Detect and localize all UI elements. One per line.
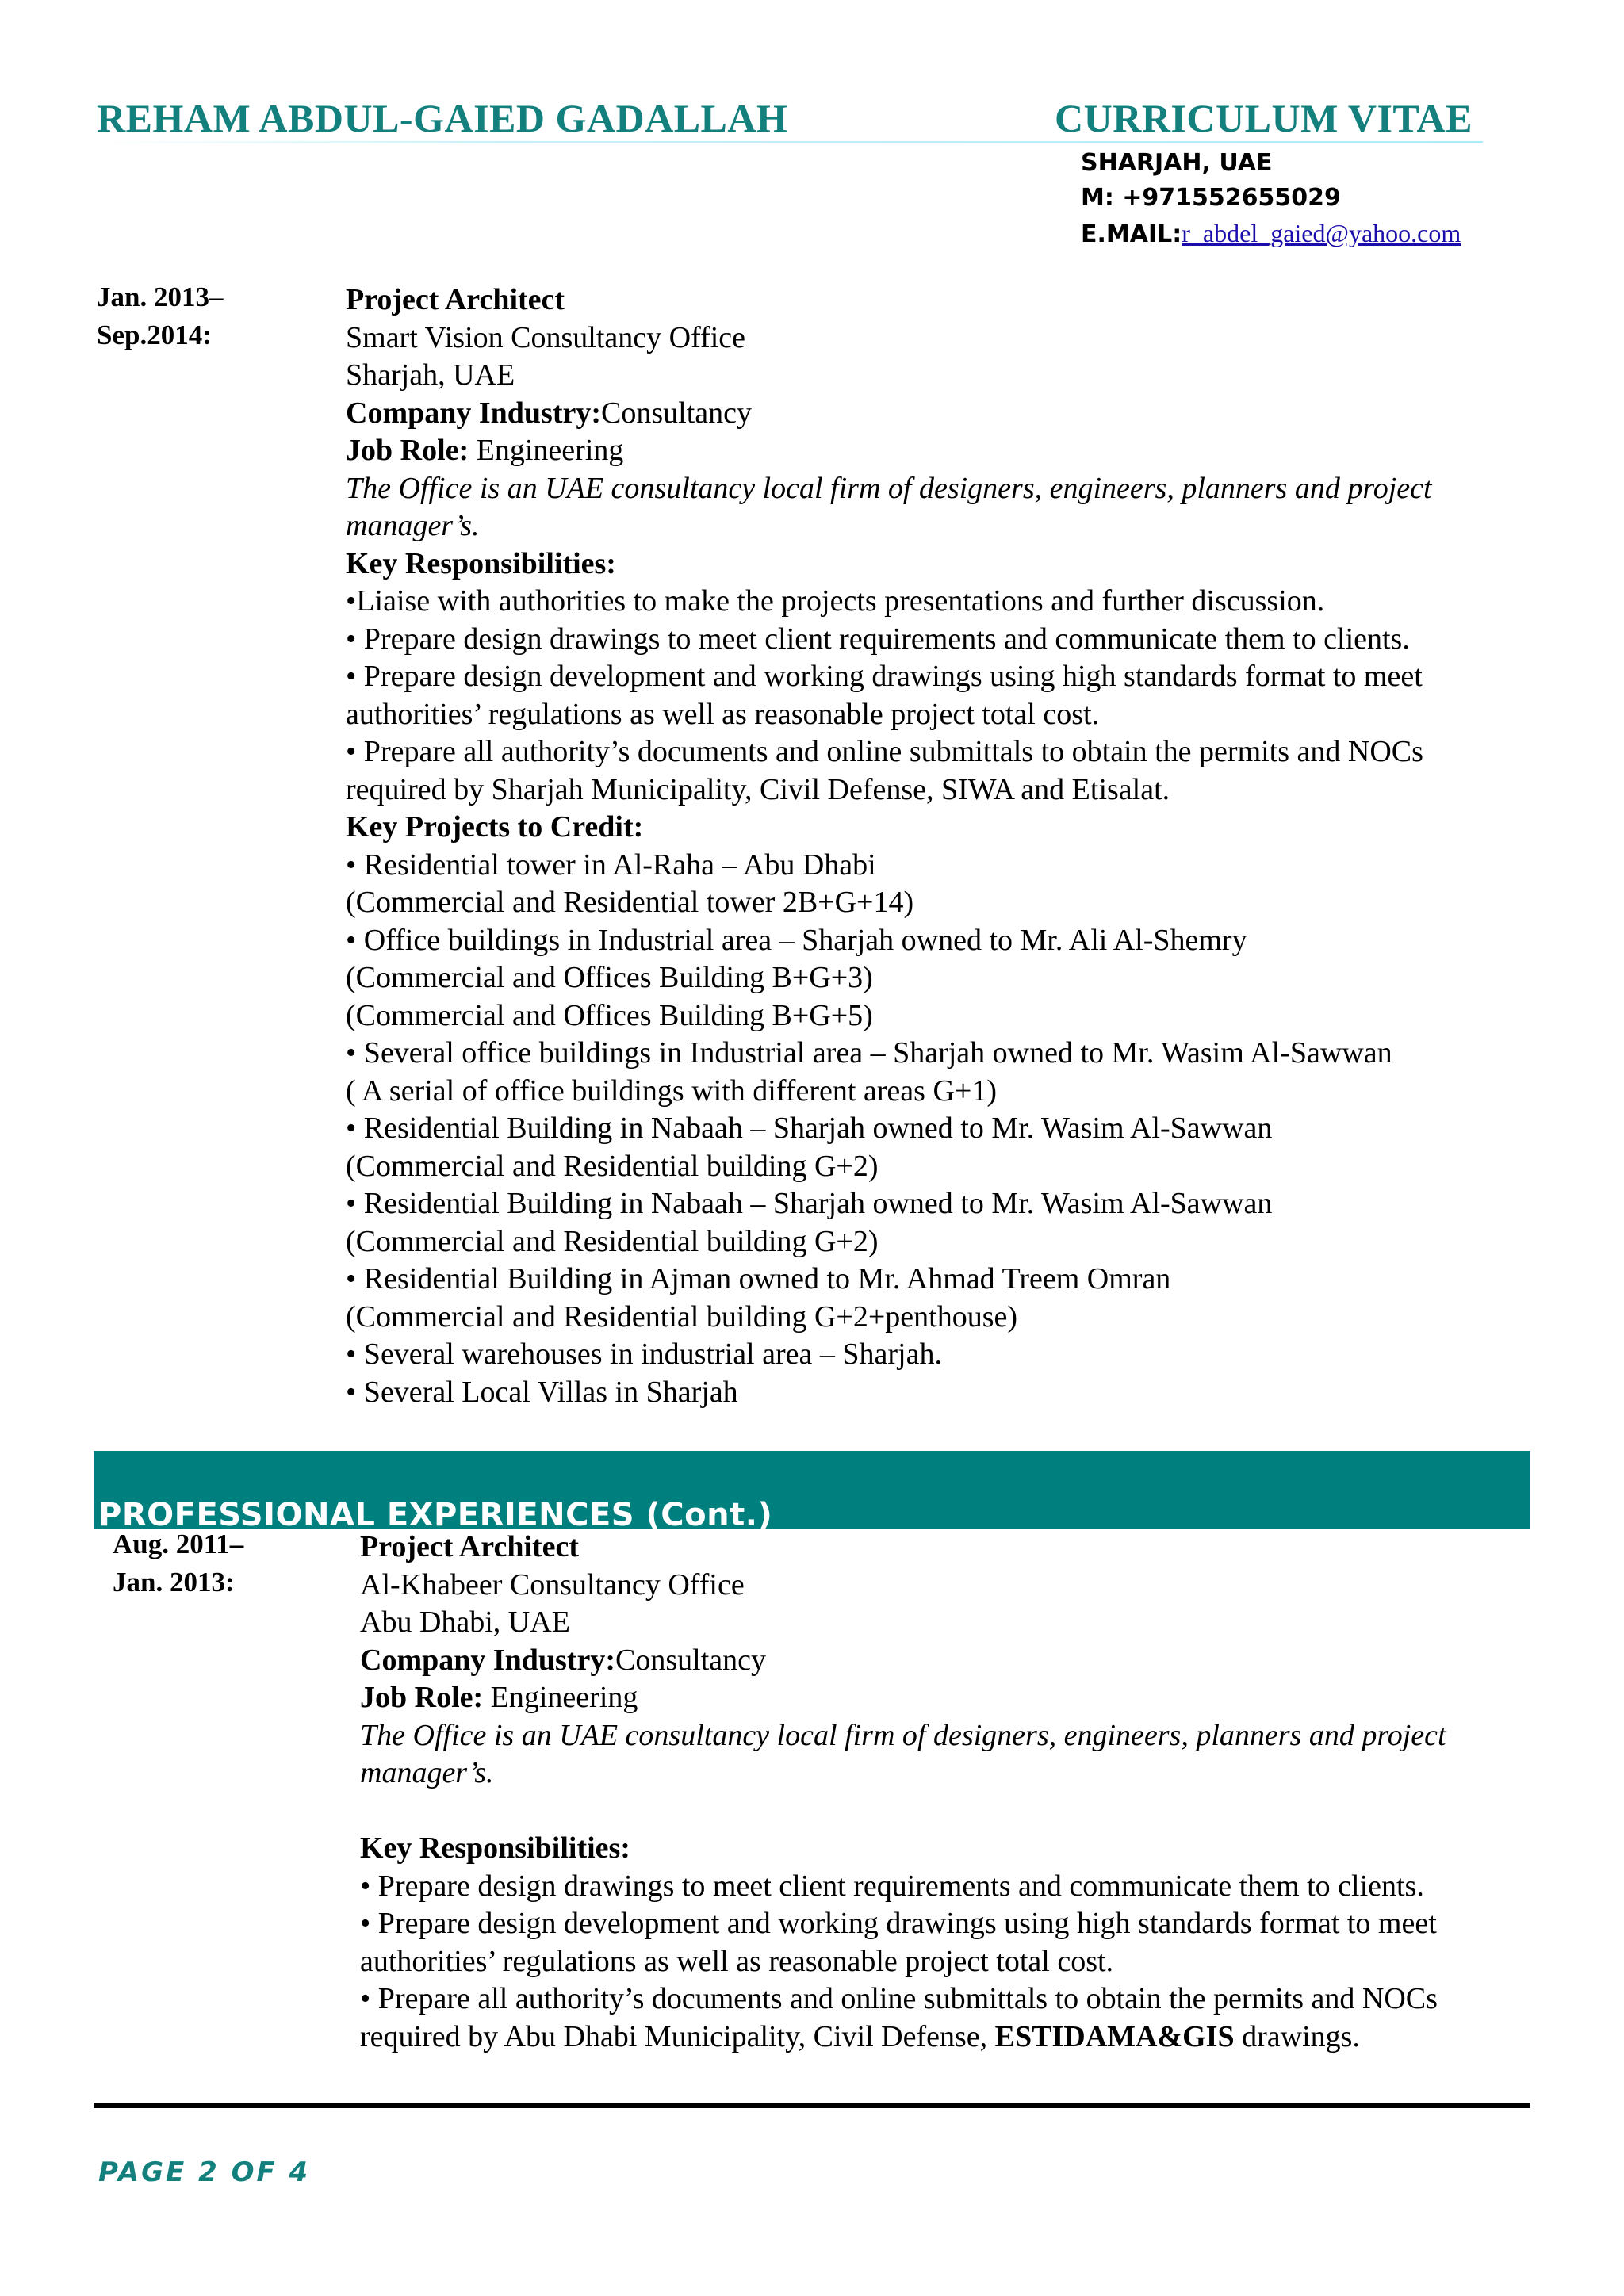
job1-project-line: • Several office buildings in Industrial area – Sharjah owned to Mr. Wasim Al-Sawwan <box>346 1036 1392 1070</box>
job1-project-line: ( A serial of office buildings with different areas G+1) <box>346 1073 997 1108</box>
job1-industry-label: Company Industry: <box>346 396 602 430</box>
job2-description-line: manager’s. <box>360 1756 494 1789</box>
job1-responsibility-line: • Prepare all authority’s documents and online submittals to obtain the permits and NOCs <box>346 735 1423 768</box>
job1-project-line: (Commercial and Residential building G+2) <box>346 1224 879 1258</box>
job2-date-start: Aug. 2011– <box>113 1529 244 1559</box>
job1-project-line: • Several Local Villas in Sharjah <box>346 1375 738 1409</box>
job1-date-end: Sep.2014: <box>97 320 212 350</box>
job2-company: Al-Khabeer Consultancy Office <box>360 1567 745 1601</box>
job1-description-line: The Office is an UAE consultancy local firm of designers, engineers, planners and project <box>346 471 1432 505</box>
job2-responsibility-line: • Prepare design drawings to meet client requirements and communicate them to clients. <box>360 1869 1424 1903</box>
job2-responsibility-last-line <box>360 2019 1446 2057</box>
email-label: E.MAIL: <box>1081 220 1182 248</box>
job1-project-line: (Commercial and Residential tower 2B+G+14) <box>346 886 914 919</box>
job1-responsibility-line: authorities’ regulations as well as reasonable project total cost. <box>346 697 1100 731</box>
job2-last-line-bold: ESTIDAMA&GIS <box>994 2019 1235 2053</box>
job1-project-line: (Commercial and Offices Building B+G+5) <box>346 998 873 1032</box>
job2-industry-label: Company Industry: <box>360 1643 616 1677</box>
job1-role-value: Engineering <box>469 434 624 467</box>
job2-role-value: Engineering <box>483 1681 638 1714</box>
job1-role <box>346 432 1432 470</box>
job1-date-start: Jan. 2013– <box>97 281 224 312</box>
job1-industry-value: Consultancy <box>601 396 753 430</box>
job1-projects-heading: Key Projects to Credit: <box>346 810 644 844</box>
job1-responsibility-line: • Prepare design development and working drawings using high standards format to meet <box>346 660 1423 693</box>
job1-role-label: Job Role: <box>346 434 469 467</box>
job1-project-line: • Residential Building in Nabaah – Sharjah owned to Mr. Wasim Al-Sawwan <box>346 1187 1273 1220</box>
job1-location: Sharjah, UAE <box>346 358 515 392</box>
email-link[interactable]: r_abdel_gaied@yahoo.com <box>1182 219 1461 247</box>
header-underline <box>97 141 1483 144</box>
job2-title: Project Architect <box>360 1530 580 1563</box>
job1-entry <box>346 281 1432 1411</box>
document-title: CURRICULUM VITAE <box>1055 96 1473 140</box>
contact-block <box>1081 146 1461 252</box>
footer-rule <box>94 2103 1530 2108</box>
contact-location: SHARJAH, UAE <box>1081 149 1273 177</box>
job2-location: Abu Dhabi, UAE <box>360 1605 570 1639</box>
job2-entry <box>360 1529 1446 2056</box>
job1-project-line: (Commercial and Residential building G+2) <box>346 1149 879 1183</box>
job1-responsibility-line: •Liaise with authorities to make the projects presentations and further discussion. <box>346 584 1325 618</box>
job1-responsibility-line: required by Sharjah Municipality, Civil Defense, SIWA and Etisalat. <box>346 772 1170 806</box>
candidate-name: REHAM ABDUL-GAIED GADALLAH <box>97 96 788 140</box>
contact-email <box>1081 216 1461 252</box>
job1-project-line: • Residential Building in Nabaah – Sharjah owned to Mr. Wasim Al-Sawwan <box>346 1112 1273 1145</box>
job2-responsibility-line: authorities’ regulations as well as reasonable project total cost. <box>360 1944 1114 1978</box>
job2-responsibility-line: • Prepare all authority’s documents and online submittals to obtain the permits and NOCs <box>360 1982 1438 2015</box>
job2-role-label: Job Role: <box>360 1681 484 1714</box>
job2-industry-value: Consultancy <box>615 1643 767 1677</box>
job2-responsibility-line: • Prepare design development and working drawings using high standards format to meet <box>360 1907 1437 1940</box>
job2-date-end: Jan. 2013: <box>113 1567 235 1598</box>
job1-project-line: (Commercial and Offices Building B+G+3) <box>346 961 873 994</box>
job1-project-line: • Residential tower in Al-Raha – Abu Dhabi <box>346 848 876 882</box>
page-number: PAGE 2 OF 4 <box>98 2156 311 2188</box>
job2-industry <box>360 1642 1446 1680</box>
contact-phone: M: +971552655029 <box>1081 184 1341 212</box>
job1-company: Smart Vision Consultancy Office <box>346 320 745 354</box>
section-header-bar <box>94 1451 1530 1533</box>
job1-industry <box>346 395 1432 433</box>
job1-responsibility-line: • Prepare design drawings to meet client requirements and communicate them to clients. <box>346 622 1410 656</box>
job1-project-line: • Residential Building in Ajman owned to Mr. Ahmad Treem Omran <box>346 1262 1171 1295</box>
job1-responsibilities-heading: Key Responsibilities: <box>346 546 616 580</box>
job2-last-line-suffix: drawings. <box>1234 2019 1360 2053</box>
job1-description-line: manager’s. <box>346 509 480 542</box>
job2-description-line: The Office is an UAE consultancy local firm of designers, engineers, planners and project <box>360 1718 1446 1752</box>
job2-responsibilities-heading: Key Responsibilities: <box>360 1831 630 1865</box>
job1-dates <box>97 278 223 354</box>
job1-project-line: • Several warehouses in industrial area – Sharjah. <box>346 1337 942 1371</box>
job2-last-line-prefix: required by Abu Dhabi Municipality, Civil Defense, <box>360 2019 995 2053</box>
section-title: PROFESSIONAL EXPERIENCES (Cont.) <box>98 1497 773 1533</box>
job1-project-line: (Commercial and Residential building G+2+penthouse) <box>346 1299 1018 1334</box>
job1-project-line: • Office buildings in Industrial area – Sharjah owned to Mr. Ali Al-Shemry <box>346 923 1247 957</box>
job2-role <box>360 1679 1446 1717</box>
job2-spacer <box>360 1793 1446 1831</box>
job2-dates <box>113 1525 243 1601</box>
job1-title: Project Architect <box>346 283 565 316</box>
